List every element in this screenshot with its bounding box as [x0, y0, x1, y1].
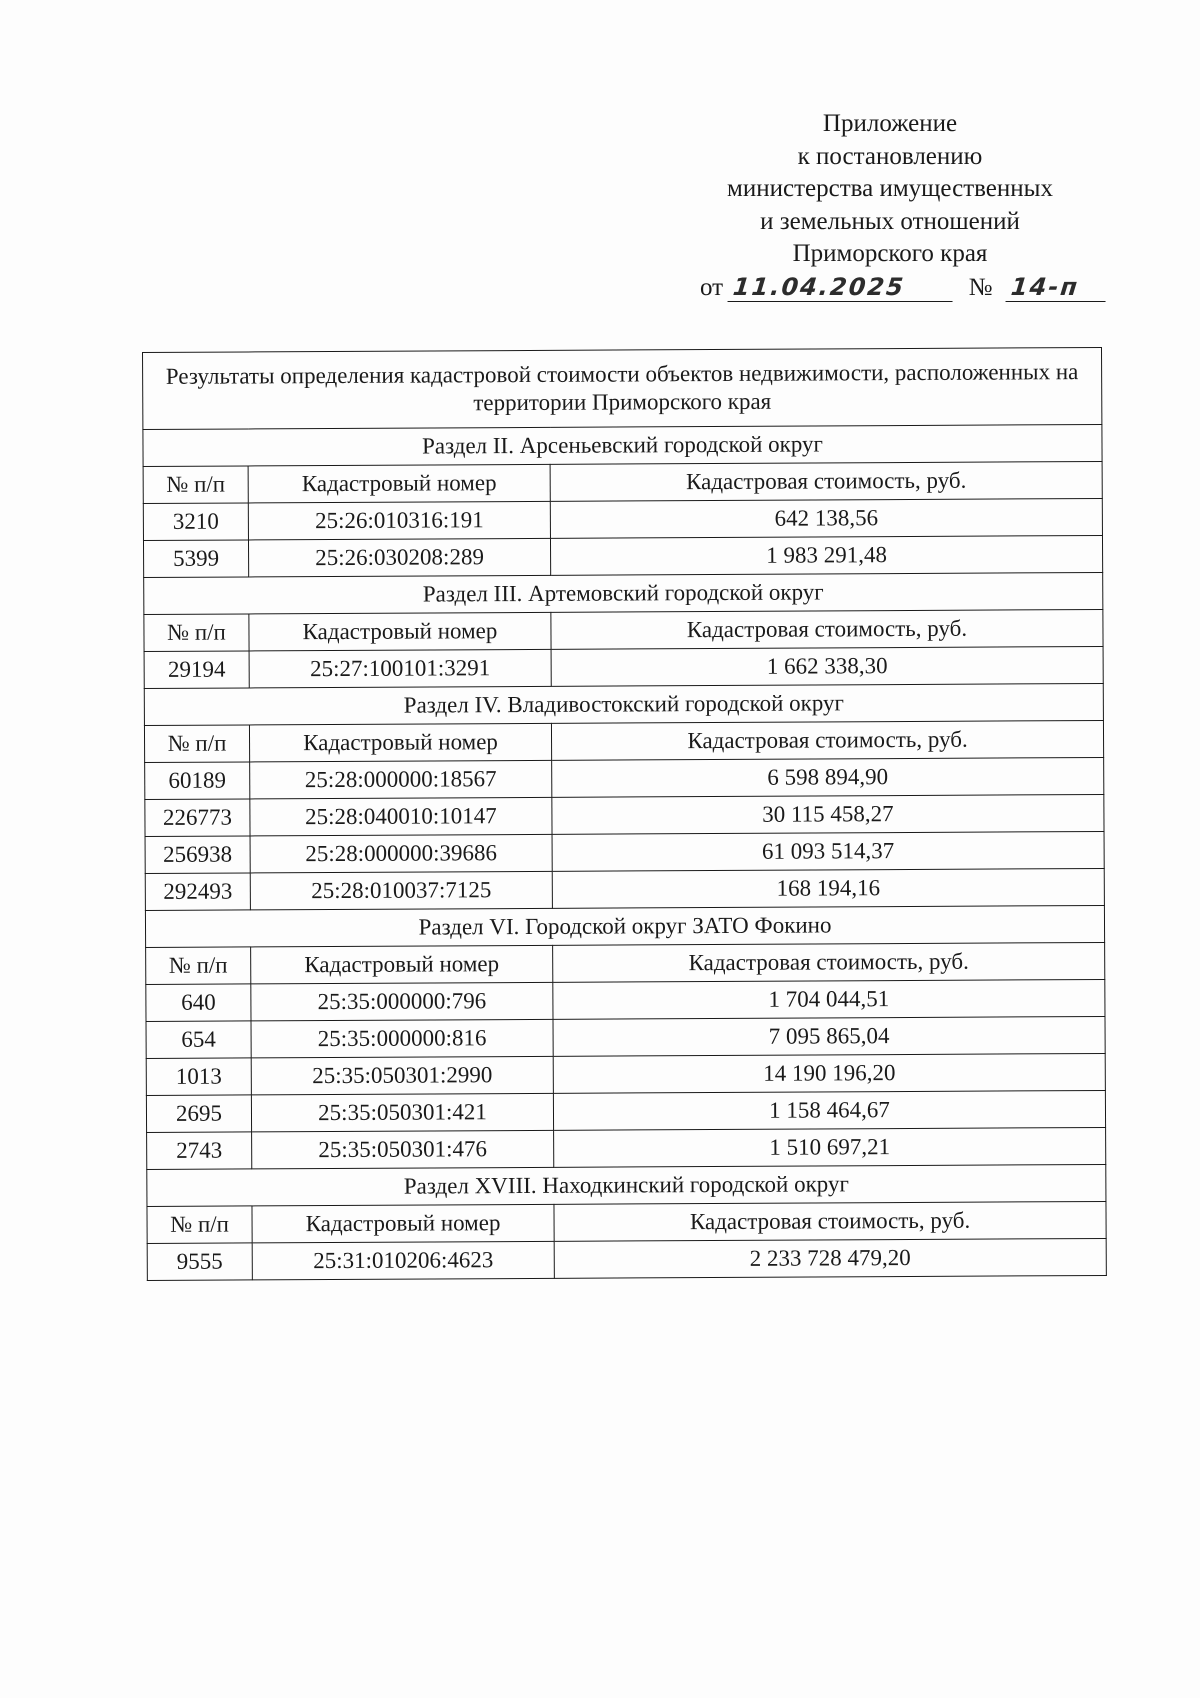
row-number: 256938 [145, 836, 250, 874]
cadastral-value: 1 704 044,51 [553, 979, 1105, 1019]
row-number: 2695 [146, 1095, 251, 1133]
cadastral-value-table [142, 347, 1107, 1281]
column-header-number: № п/п [146, 947, 251, 985]
cadastral-number: 25:28:040010:10147 [250, 797, 552, 836]
annex-header [640, 108, 1140, 271]
table-row [145, 757, 1104, 799]
row-number: 654 [146, 1021, 251, 1059]
column-header-number: № п/п [147, 1206, 252, 1244]
cadastral-number: 25:27:100101:3291 [249, 649, 551, 688]
column-header-cadastral-number: Кадастровый номер [251, 945, 553, 984]
annex-line: Приложение [822, 110, 958, 137]
cadastral-number: 25:35:000000:796 [251, 982, 553, 1021]
cadastral-number: 25:35:050301:2990 [251, 1056, 553, 1095]
table-row [147, 1127, 1106, 1169]
table-row [146, 1016, 1105, 1058]
cadastral-number: 25:35:050301:476 [252, 1130, 554, 1169]
row-number: 2743 [147, 1132, 252, 1170]
column-header-cadastral-value: Кадастровая стоимость, руб. [554, 1201, 1106, 1241]
section-title: Раздел XVIII. Находкинский городской округ [147, 1164, 1106, 1206]
table-row [145, 794, 1104, 836]
section-title: Раздел III. Артемовский городской округ [144, 572, 1103, 614]
row-number: 9555 [147, 1243, 252, 1281]
table-row [147, 1238, 1106, 1280]
column-header-row [144, 609, 1103, 651]
table-row [145, 868, 1104, 910]
column-header-row [143, 461, 1102, 503]
cadastral-number: 25:35:000000:816 [251, 1019, 553, 1058]
cadastral-value: 1 158 464,67 [553, 1090, 1105, 1130]
row-number: 5399 [143, 540, 248, 578]
annex-line: Приморского края [792, 240, 988, 267]
cadastral-number: 25:26:010316:191 [248, 501, 550, 540]
column-header-cadastral-number: Кадастровый номер [248, 464, 550, 503]
handwritten-date: 11.04.2025 [728, 273, 956, 302]
column-header-cadastral-value: Кадастровая стоимость, руб. [550, 461, 1102, 501]
table-row [143, 535, 1102, 577]
section-row [143, 424, 1102, 466]
column-header-number: № п/п [144, 614, 249, 652]
section-title: Раздел VI. Городской округ ЗАТО Фокино [145, 905, 1104, 947]
column-header-cadastral-number: Кадастровый номер [252, 1204, 554, 1243]
row-number: 292493 [145, 873, 250, 911]
column-header-cadastral-number: Кадастровый номер [249, 612, 551, 651]
cadastral-value: 30 115 458,27 [552, 794, 1104, 834]
cadastral-number: 25:28:010037:7125 [250, 871, 552, 910]
section-row [144, 683, 1103, 725]
cadastral-number: 25:28:000000:18567 [250, 760, 552, 799]
cadastral-number: 25:35:050301:421 [251, 1093, 553, 1132]
cadastral-value: 2 233 728 479,20 [554, 1238, 1106, 1278]
number-label: № [968, 274, 993, 301]
section-row [145, 905, 1104, 947]
cadastral-value: 1 983 291,48 [550, 535, 1102, 575]
column-header-row [146, 942, 1105, 984]
table-row [146, 1053, 1105, 1095]
table-row [144, 646, 1103, 688]
date-prefix: от [700, 274, 724, 301]
table-row [143, 498, 1102, 540]
cadastral-value: 14 190 196,20 [553, 1053, 1105, 1093]
section-row [147, 1164, 1106, 1206]
table-row [145, 831, 1104, 873]
cadastral-value: 7 095 865,04 [553, 1016, 1105, 1056]
table-row [146, 979, 1105, 1021]
cadastral-number: 25:26:030208:289 [248, 538, 550, 577]
row-number: 29194 [144, 651, 249, 689]
cadastral-value: 61 093 514,37 [552, 831, 1104, 871]
row-number: 226773 [145, 799, 250, 837]
table-title: Результаты определения кадастровой стоимости объектов недвижимости, расположенных на территории Приморского края [143, 347, 1102, 429]
table-row [146, 1090, 1105, 1132]
row-number: 60189 [145, 762, 250, 800]
row-number: 3210 [143, 503, 248, 541]
cadastral-number: 25:31:010206:4623 [252, 1241, 554, 1280]
column-header-cadastral-value: Кадастровая стоимость, руб. [553, 942, 1105, 982]
column-header-cadastral-value: Кадастровая стоимость, руб. [551, 609, 1103, 649]
section-title: Раздел IV. Владивостокский городской округ [144, 683, 1103, 725]
column-header-row [147, 1201, 1106, 1243]
annex-date-line [700, 273, 1107, 302]
cadastral-value: 642 138,56 [550, 498, 1102, 538]
column-header-number: № п/п [143, 466, 248, 504]
column-header-number: № п/п [144, 725, 249, 763]
annex-line: и земельных отношений [760, 207, 1020, 235]
cadastral-number: 25:28:000000:39686 [250, 834, 552, 873]
row-number: 640 [146, 984, 251, 1022]
cadastral-value: 1 662 338,30 [551, 646, 1103, 686]
cadastral-value: 6 598 894,90 [552, 757, 1104, 797]
cadastral-value: 168 194,16 [552, 868, 1104, 908]
column-header-row [144, 720, 1103, 762]
section-title: Раздел II. Арсеньевский городской округ [143, 424, 1102, 466]
annex-line: министерства имущественных [727, 175, 1053, 202]
handwritten-number: 14-п [1005, 273, 1108, 302]
annex-line: к постановлению [797, 142, 983, 170]
cadastral-value: 1 510 697,21 [554, 1127, 1106, 1167]
section-row [144, 572, 1103, 614]
row-number: 1013 [146, 1058, 251, 1096]
column-header-cadastral-value: Кадастровая стоимость, руб. [551, 720, 1103, 760]
column-header-cadastral-number: Кадастровый номер [249, 723, 551, 762]
